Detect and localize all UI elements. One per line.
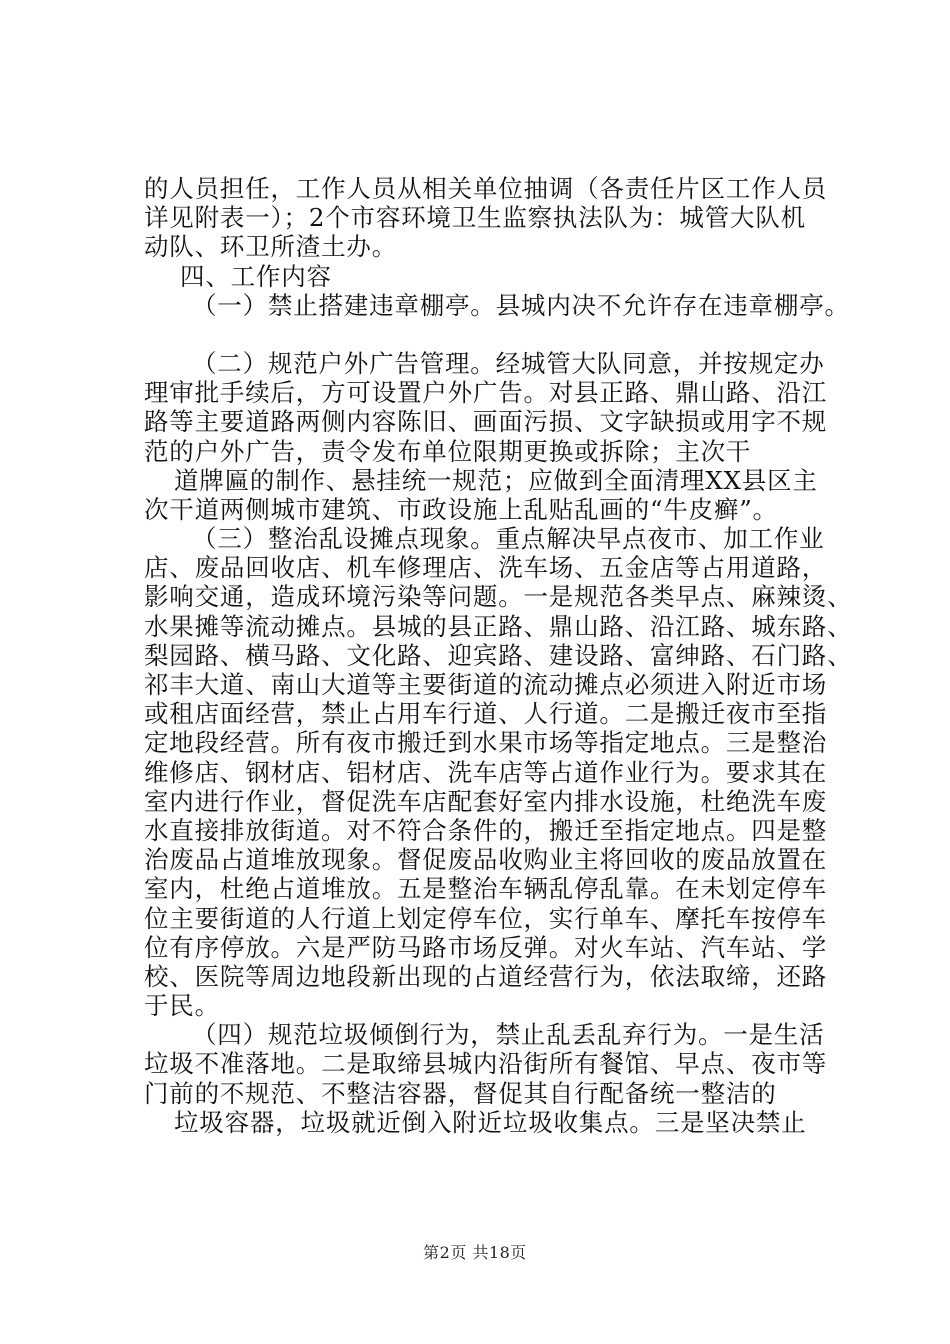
body-line: （三）整治乱设摊点现象。重点解决早点夜市、加工作业: [192, 524, 825, 554]
page-footer: 第2页 共18页: [423, 1243, 527, 1262]
body-line: 影响交通，造成环境污染等问题。一是规范各类早点、麻辣烫、: [144, 582, 853, 612]
body-line: 理审批手续后，方可设置户外广告。对县正路、鼎山路、沿江: [144, 378, 828, 408]
body-line: 道牌匾的制作、悬挂统一规范；应做到全面清理XX县区主: [174, 465, 818, 495]
body-line: 校、医院等周边地段新出现的占道经营行为，依法取缔，还路: [144, 961, 828, 991]
body-line: （一）禁止搭建违章棚亭。县城内决不允许存在违章棚亭。: [192, 290, 850, 320]
body-line: 水果摊等流动摊点。县城的县正路、鼎山路、沿江路、城东路、: [144, 611, 853, 641]
body-line: 水直接排放街道。对不符合条件的，搬迁至指定地点。四是整: [144, 815, 828, 845]
body-line: 梨园路、横马路、文化路、迎宾路、建设路、富绅路、石门路、: [144, 640, 853, 670]
body-line: 室内进行作业，督促洗车店配套好室内排水设施，杜绝洗车废: [144, 786, 828, 816]
body-line: 详见附表一）；2个市容环境卫生监察执法队为：城管大队机: [144, 203, 806, 233]
body-line: （二）规范户外广告管理。经城管大队同意，并按规定办: [192, 348, 825, 378]
body-line: 维修店、钢材店、铝材店、洗车店等占道作业行为。要求其在: [144, 757, 828, 787]
body-line: 门前的不规范、不整洁容器，督促其自行配备统一整洁的: [144, 1078, 777, 1108]
body-line: 垃圾容器，垃圾就近倒入附近垃圾收集点。三是坚决禁止: [174, 1107, 807, 1137]
document-body: [144, 174, 853, 1137]
body-line: 次干道两侧城市建筑、市政设施上乱贴乱画的“牛皮癣”。: [144, 494, 778, 524]
body-line: 或租店面经营，禁止占用车行道、人行道。二是搬迁夜市至指: [144, 699, 828, 729]
body-line: 位有序停放。六是严防马路市场反弹。对火车站、汽车站、学: [144, 932, 828, 962]
body-line: 于民。: [144, 991, 220, 1021]
body-line: （四）规范垃圾倾倒行为，禁止乱丢乱弃行为。一是生活: [192, 1020, 825, 1050]
body-line: 垃圾不准落地。二是取缔县城内沿街所有餐馆、早点、夜市等: [144, 1049, 828, 1079]
body-line: 的人员担任，工作人员从相关单位抽调（各责任片区工作人员: [144, 174, 828, 203]
body-line: 位主要街道的人行道上划定停车位，实行单车、摩托车按停车: [144, 903, 828, 933]
body-line: 范的户外广告，责令发布单位限期更换或拆除；主次干: [144, 436, 752, 466]
body-line: 室内，杜绝占道堆放。五是整治车辆乱停乱靠。在未划定停车: [144, 874, 828, 904]
body-line: 定地段经营。所有夜市搬迁到水果市场等指定地点。三是整治: [144, 728, 828, 758]
body-line: 动队、环卫所渣土办。: [144, 232, 397, 262]
section-heading: 四、工作内容: [180, 261, 332, 291]
paragraph-gap: [144, 320, 844, 349]
body-line: 路等主要道路两侧内容陈旧、画面污损、文字缺损或用字不规: [144, 407, 828, 437]
body-line: 治废品占道堆放现象。督促废品收购业主将回收的废品放置在: [144, 845, 828, 875]
body-line: 祁丰大道、南山大道等主要街道的流动摊点必须进入附近市场: [144, 670, 828, 699]
body-line: 店、废品回收店、机车修理店、洗车场、五金店等占用道路，: [144, 553, 828, 583]
